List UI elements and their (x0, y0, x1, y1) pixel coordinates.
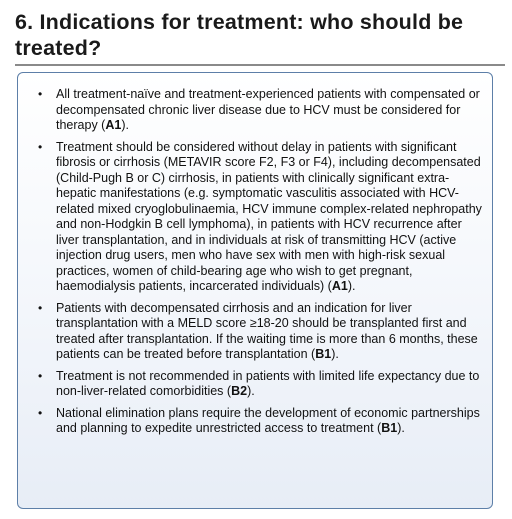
recommendation-item (18, 87, 492, 134)
evidence-grade: B2 (231, 384, 248, 398)
recommendations-list (18, 87, 492, 443)
bullet-icon: • (38, 368, 43, 383)
recommendation-suffix: ). (247, 384, 255, 398)
evidence-grade: A1 (105, 118, 122, 132)
evidence-grade: B1 (381, 421, 398, 435)
recommendation-item (18, 369, 492, 400)
recommendation-suffix: ). (347, 279, 356, 293)
recommendation-item (18, 406, 492, 437)
recommendation-suffix: ). (331, 347, 339, 361)
recommendations-panel (17, 72, 493, 509)
recommendation-text: National elimination plans require the development of economic partnerships and planning to expedite unrestricted access to treatment ( (56, 405, 480, 435)
recommendation-item (18, 301, 492, 363)
bullet-icon: • (38, 405, 43, 420)
title-divider (15, 64, 505, 66)
recommendation-text: Treatment is not recommended in patients with limited life expectancy due to non-liver-related comorbidities ( (56, 368, 480, 398)
bullet-icon: • (38, 139, 43, 154)
recommendation-text: Treatment should be considered without delay in patients with significant fibrosis or cirrhosis (METAVIR score F2, F3 or F4), including decompensated (Child-Pugh B or C) cirrhosis, in patients with clinically significant extra-hepatic manifestations (e.g. symptomatic vasculitis associated with HCV-related mixed cryoglobulinaemia, HCV immune complex-related nephropathy and non-Hodgkin B cell lymphoma), in patients with HCV recurrence after liver transplantation, and in individuals at risk of transmitting HCV (active injection drug users, men who have sex with men with high-risk sexual practices, women of child-bearing age who wish to get pregnant, haemodialysis patients, incarcerated individuals) ( (56, 139, 482, 293)
recommendation-text: All treatment-naïve and treatment-experienced patients with compensated or decompensated chronic liver disease due to HCV must be considered for therapy ( (56, 87, 480, 132)
bullet-icon: • (38, 87, 43, 101)
evidence-grade: A1 (331, 279, 348, 293)
bullet-icon: • (38, 300, 43, 315)
recommendation-item (18, 140, 492, 295)
recommendation-suffix: ). (121, 118, 129, 132)
recommendation-suffix: ). (397, 421, 405, 435)
slide-title: 6. Indications for treatment: who should be treated? (15, 10, 464, 60)
recommendation-text: Patients with decompensated cirrhosis and an indication for liver transplantation with a MELD score ≥18-20 should be transplanted first and treated after transplantation. If the waiting time is more than 6 months, these patients can be treated before transplantation ( (56, 300, 478, 361)
evidence-grade: B1 (315, 347, 332, 361)
